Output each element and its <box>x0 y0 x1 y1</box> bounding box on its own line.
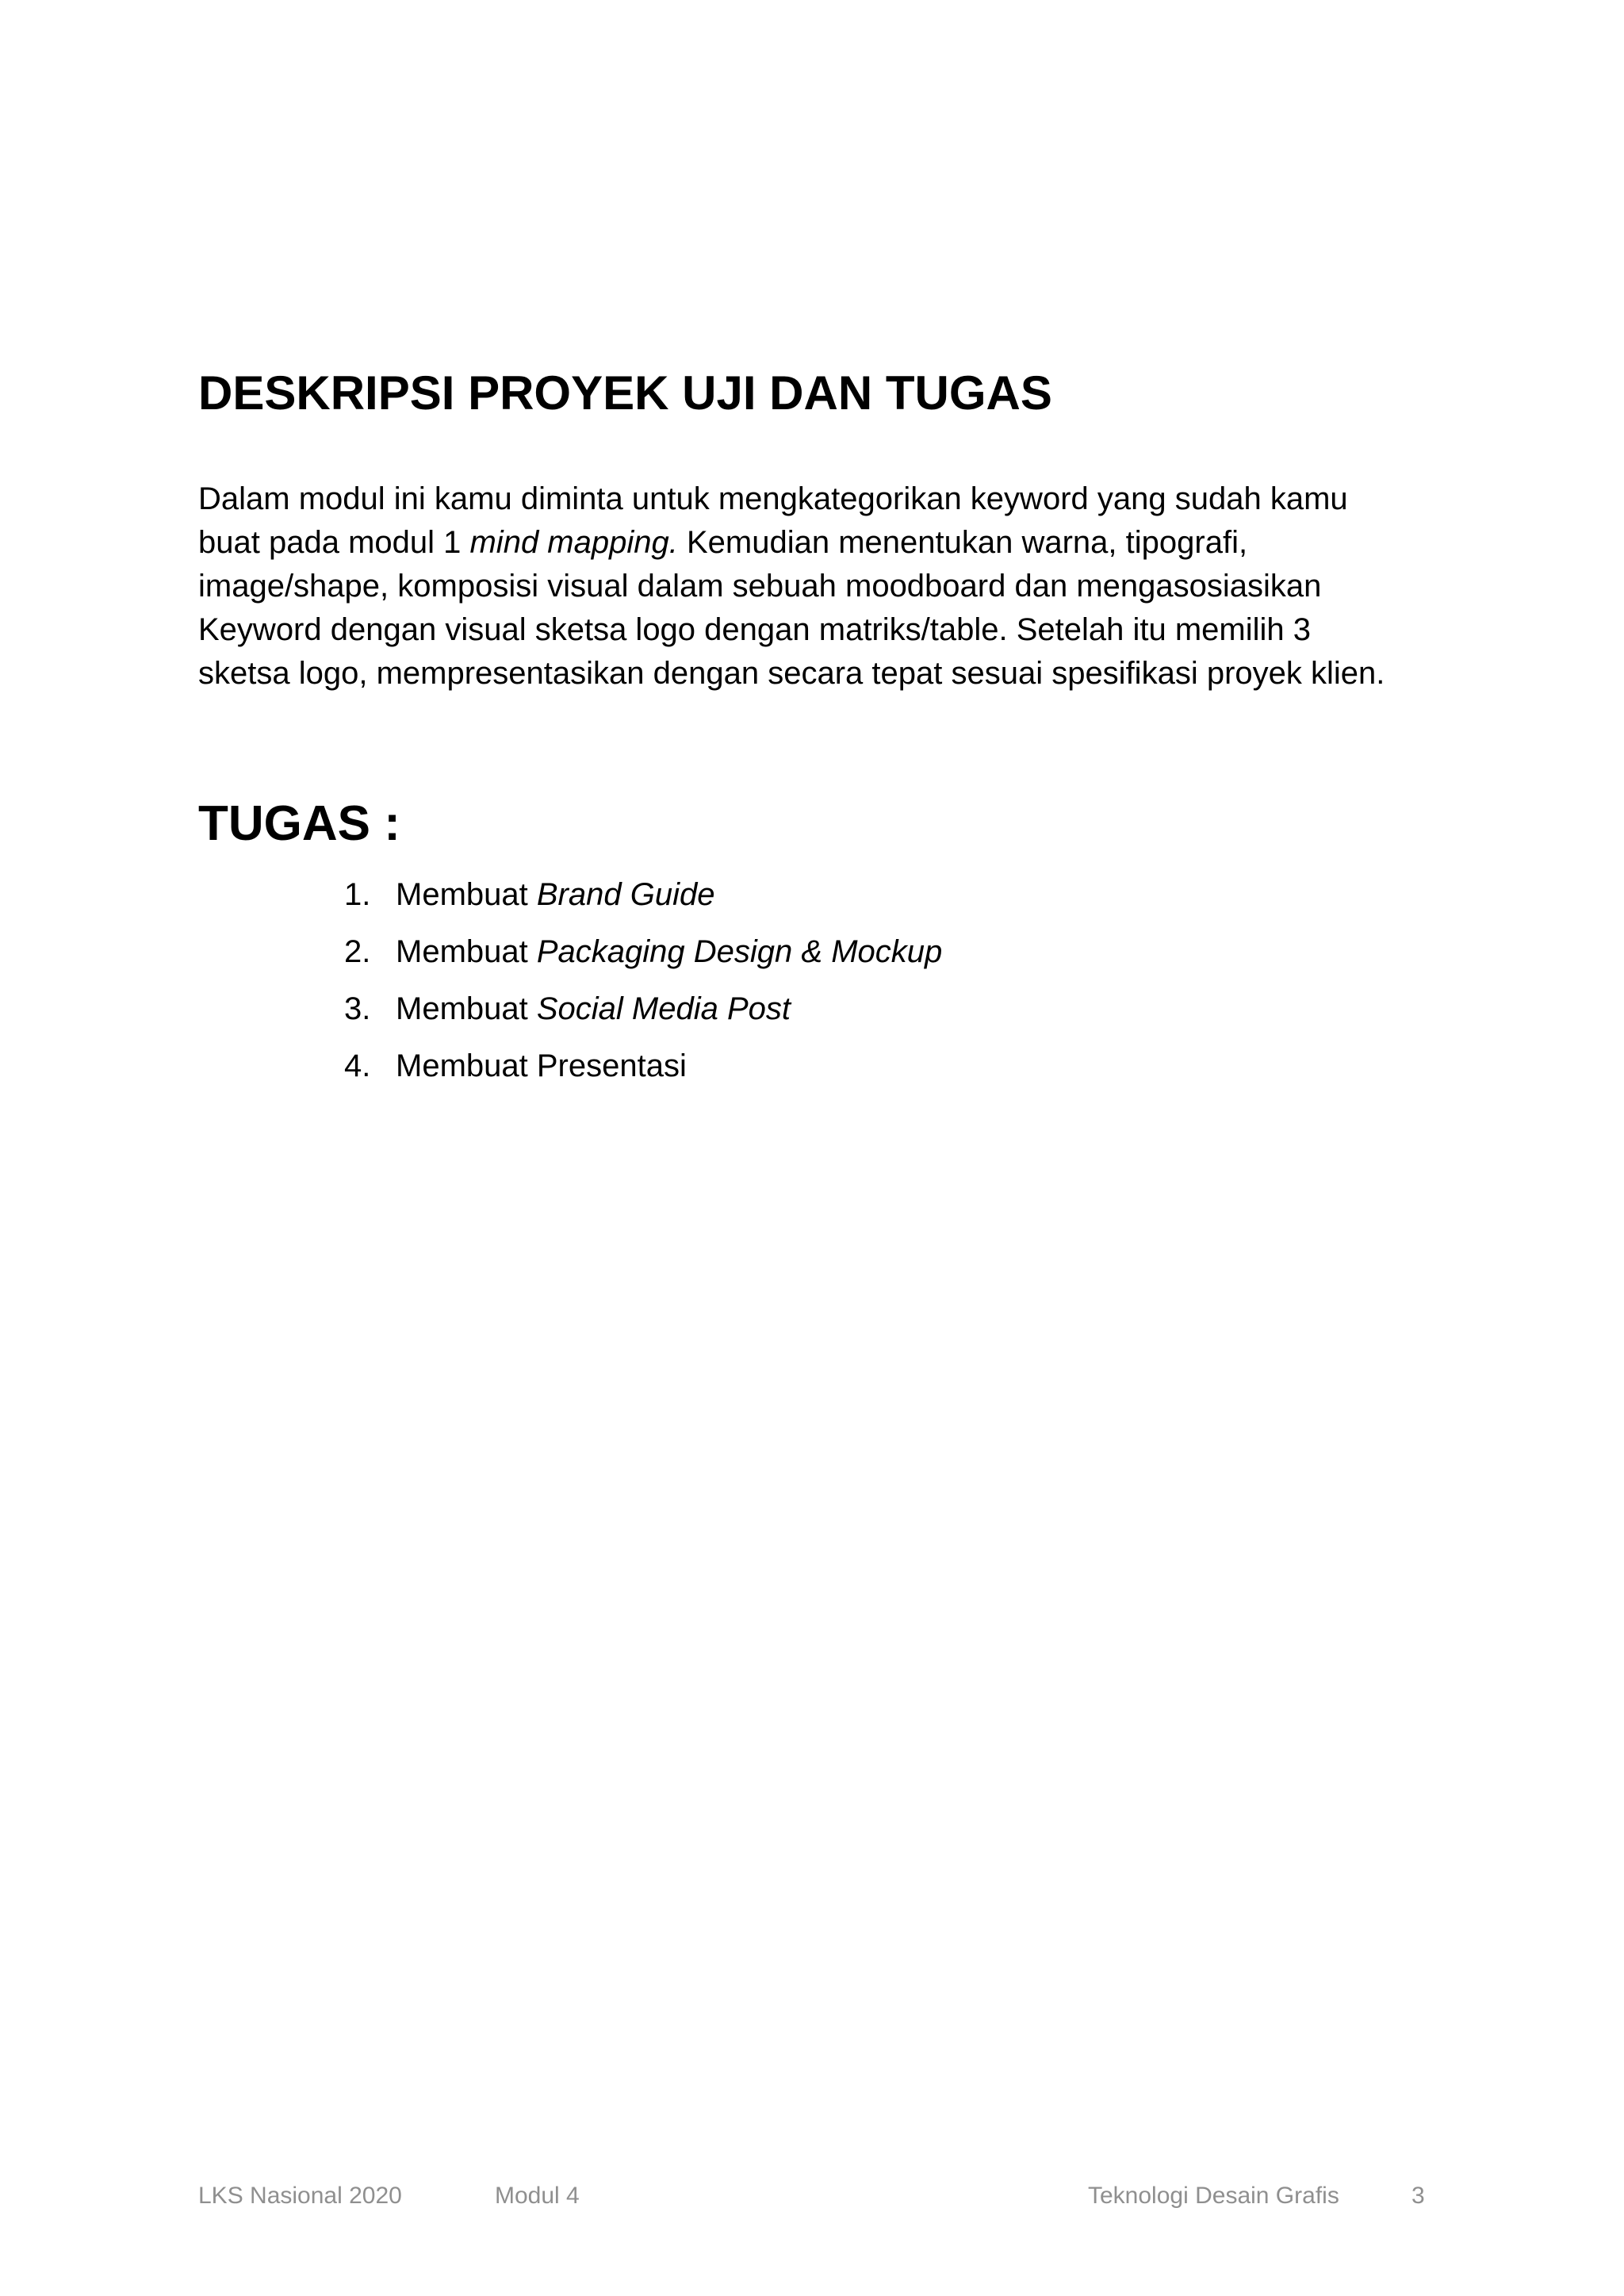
footer-subject: Teknologi Desain Grafis <box>1088 2183 1339 2209</box>
task-verb: Membuat <box>396 1048 537 1083</box>
task-object: Social Media Post <box>536 991 791 1026</box>
description-paragraph <box>198 477 1483 696</box>
description-line: image/shape, komposisi visual dalam sebuah moodboard dan mengasosiasikan <box>198 569 1322 604</box>
task-number: 2. <box>344 934 371 969</box>
description-line: sketsa logo, mempresentasikan dengan secara tepat sesuai spesifikasi proyek klien. <box>198 656 1385 691</box>
task-object: Packaging Design & Mockup <box>536 934 943 969</box>
footer-event: LKS Nasional 2020 <box>198 2183 402 2209</box>
description-text: buat pada modul 1 <box>198 525 470 560</box>
task-item <box>344 1046 942 1103</box>
task-item <box>344 932 942 989</box>
footer-page-number: 3 <box>1411 2183 1425 2209</box>
task-item <box>344 875 942 932</box>
tasks-heading: TUGAS : <box>198 796 400 851</box>
task-list <box>344 875 942 1103</box>
task-number: 3. <box>344 991 371 1026</box>
task-number: 1. <box>344 877 371 912</box>
task-object: Brand Guide <box>536 877 715 912</box>
task-verb: Membuat <box>396 934 537 969</box>
task-verb: Membuat <box>396 877 537 912</box>
task-number: 4. <box>344 1048 371 1083</box>
description-line: Keyword dengan visual sketsa logo dengan matriks/table. Setelah itu memilih 3 <box>198 612 1312 647</box>
description-text: Kemudian menentukan warna, tipografi, <box>677 525 1248 560</box>
task-object: Presentasi <box>536 1048 687 1083</box>
task-item <box>344 989 942 1046</box>
description-italic-term: mind mapping. <box>469 525 678 560</box>
task-verb: Membuat <box>396 991 537 1026</box>
description-line <box>198 521 1483 565</box>
description-line: Dalam modul ini kamu diminta untuk mengkategorikan keyword yang sudah kamu <box>198 481 1348 516</box>
footer-module: Modul 4 <box>495 2183 580 2209</box>
page-title: DESKRIPSI PROYEK UJI DAN TUGAS <box>198 366 1052 420</box>
